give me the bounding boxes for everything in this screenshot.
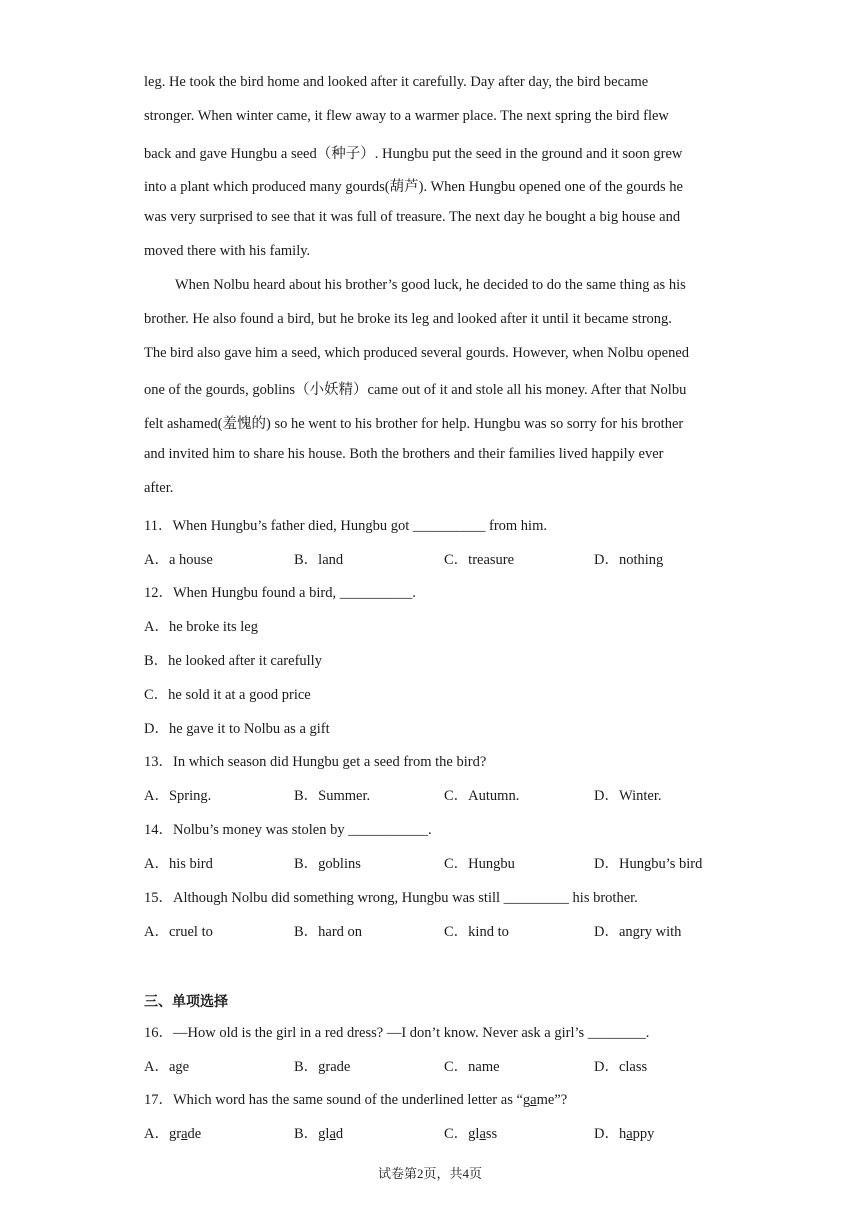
- option-d[interactable]: D．Winter.: [594, 788, 662, 804]
- option-b[interactable]: B．he looked after it carefully: [144, 653, 322, 669]
- passage-line: When Nolbu heard about his brother’s good luck, he decided to do the same thing as his: [175, 277, 686, 293]
- option-d[interactable]: D．Hungbu’s bird: [594, 856, 703, 872]
- passage-line: into a plant which produced many gourds(葫芦). When Hungbu opened one of the gourds he: [144, 179, 683, 195]
- passage-line: The bird also gave him a seed, which produced several gourds. However, when Nolbu opened: [144, 345, 690, 361]
- option-d[interactable]: D．he gave it to Nolbu as a gift: [144, 721, 330, 737]
- option-b[interactable]: B．Summer.: [294, 788, 371, 804]
- option-b[interactable]: B．glad: [294, 1126, 344, 1142]
- option-c[interactable]: C．he sold it at a good price: [144, 687, 311, 703]
- passage-line: moved there with his family.: [144, 243, 311, 259]
- option-b[interactable]: B．hard on: [294, 924, 363, 940]
- question-11-options: [144, 548, 744, 568]
- option-a[interactable]: A．grade: [144, 1126, 202, 1142]
- question-13-options: [144, 784, 744, 804]
- passage-line: brother. He also found a bird, but he broke its leg and looked after it until it became strong.: [144, 311, 672, 327]
- page-footer: 试卷第2页，共4页: [377, 1166, 482, 1181]
- option-b[interactable]: B．goblins: [294, 856, 361, 872]
- option-d[interactable]: D．angry with: [594, 924, 682, 940]
- option-c[interactable]: C．Autumn.: [444, 788, 520, 804]
- passage-line: after.: [144, 480, 174, 496]
- passage-line: and invited him to share his house. Both the brothers and their families lived happily ever: [144, 446, 664, 462]
- option-a[interactable]: A．a house: [144, 552, 213, 568]
- question-17-options: [144, 1122, 744, 1142]
- option-a[interactable]: A．cruel to: [144, 924, 213, 940]
- passage-line: was very surprised to see that it was full of treasure. The next day he bought a big house and: [144, 209, 681, 225]
- passage-line: felt ashamed(羞愧的) so he went to his brother for help. Hungbu was so sorry for his brother: [144, 416, 684, 432]
- question-15-options: [144, 920, 744, 940]
- question-11-stem: 11．When Hungbu’s father died, Hungbu got __________ from him.: [144, 518, 547, 534]
- option-b[interactable]: B．land: [294, 552, 344, 568]
- question-12-stem: 12．When Hungbu found a bird, __________.: [144, 585, 416, 601]
- passage-line: leg. He took the bird home and looked after it carefully. Day after day, the bird became: [144, 74, 649, 90]
- option-c[interactable]: C．kind to: [444, 924, 509, 940]
- option-c[interactable]: C．name: [444, 1059, 500, 1075]
- option-d[interactable]: D．happy: [594, 1126, 655, 1142]
- underlined-letter: a: [530, 1092, 537, 1108]
- option-c[interactable]: C．Hungbu: [444, 856, 515, 872]
- option-c[interactable]: C．treasure: [444, 552, 515, 568]
- question-16-options: [144, 1055, 744, 1075]
- section-heading: 三、单项选择: [144, 994, 228, 1010]
- question-13-stem: 13．In which season did Hungbu get a seed from the bird?: [144, 754, 487, 770]
- option-d[interactable]: D．nothing: [594, 552, 664, 568]
- passage-line: back and gave Hungbu a seed（种子）. Hungbu put the seed in the ground and it soon grew: [144, 146, 683, 162]
- option-a[interactable]: A．he broke its leg: [144, 619, 258, 635]
- option-d[interactable]: D．class: [594, 1059, 648, 1075]
- option-b[interactable]: B．grade: [294, 1059, 351, 1075]
- question-14-options: [144, 852, 744, 872]
- question-14-stem: 14．Nolbu’s money was stolen by ___________.: [144, 822, 432, 838]
- question-17-stem: 17．Which word has the same sound of the underlined letter as “game”?: [144, 1092, 568, 1108]
- question-15-stem: 15．Although Nolbu did something wrong, Hungbu was still _________ his brother.: [144, 890, 638, 906]
- option-c[interactable]: C．glass: [444, 1126, 498, 1142]
- question-16-stem: 16．—How old is the girl in a red dress? —I don’t know. Never ask a girl’s ________.: [144, 1025, 650, 1041]
- option-a[interactable]: A．age: [144, 1059, 190, 1075]
- passage-line: stronger. When winter came, it flew away to a warmer place. The next spring the bird flew: [144, 108, 669, 124]
- option-a[interactable]: A．Spring.: [144, 788, 212, 804]
- passage-line: one of the gourds, goblins（小妖精）came out of it and stole all his money. After that Nolbu: [144, 382, 687, 398]
- option-a[interactable]: A．his bird: [144, 856, 213, 872]
